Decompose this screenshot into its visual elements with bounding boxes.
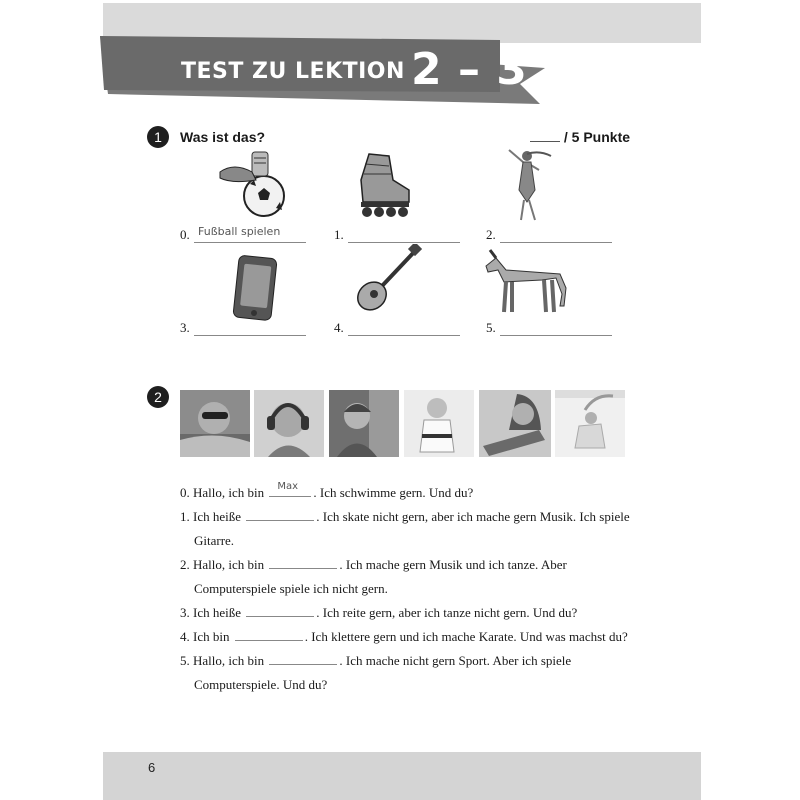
answer-number: 4. <box>334 320 344 335</box>
inline-skate-icon <box>355 150 415 220</box>
sentence-text: . Ich klettere gern und ich mache Karate. Und was machst du? <box>304 629 628 644</box>
points-label: / 5 Punkte <box>563 129 631 145</box>
answer-4[interactable] <box>334 320 344 336</box>
answer-1[interactable] <box>334 227 344 243</box>
answer-line[interactable] <box>348 335 460 336</box>
answer-number: 5. <box>486 320 496 335</box>
sentence-text: . Ich reite gern, aber ich tanze nicht gern. Und du? <box>316 605 578 620</box>
task-2-number: 2 <box>147 386 169 408</box>
answer-line[interactable] <box>500 242 612 243</box>
page-title <box>181 44 527 95</box>
name-blank[interactable] <box>269 558 337 569</box>
title-small: TEST ZU LEKTION <box>181 59 405 84</box>
sentence-1-cont: Gitarre. <box>194 533 235 548</box>
sentence-text: Hallo, ich bin <box>193 485 265 500</box>
answer-line <box>194 242 306 243</box>
answer-number: 1. <box>334 227 344 242</box>
sentence-text: Ich heiße <box>193 509 242 524</box>
answer-number: 2. <box>486 227 496 242</box>
task-1-points <box>530 129 630 145</box>
sentence-0 <box>180 481 474 501</box>
handwritten-answer: Max <box>277 481 299 492</box>
sentence-3 <box>180 605 577 621</box>
soccer-ball-cleat-icon <box>212 150 292 220</box>
sentence-text: . Ich schwimme gern. Und du? <box>313 485 474 500</box>
sentence-text: Ich bin <box>193 629 230 644</box>
task-1-number: 1 <box>147 126 169 148</box>
guitar-icon <box>352 244 422 316</box>
name-blank-filled <box>269 481 311 497</box>
answer-line[interactable] <box>500 335 612 336</box>
answer-line[interactable] <box>348 242 460 243</box>
photo-karate-girl <box>404 390 474 457</box>
sentence-text: . Ich skate nicht gern, aber ich mache gern Musik. Ich spiele <box>316 509 630 524</box>
sentence-number: 4. <box>180 629 190 644</box>
answer-3[interactable] <box>180 320 190 336</box>
photo-girl-guitar <box>479 390 551 457</box>
title-lesson-range: 2 – 3 <box>411 44 528 95</box>
dancing-woman-icon <box>505 146 555 224</box>
example-answer: Fußball spielen <box>198 225 281 238</box>
photo-boy-headphones <box>254 390 324 457</box>
horse-icon <box>482 244 568 316</box>
answer-number: 0. <box>180 227 190 242</box>
photo-climber-helmet <box>329 390 399 457</box>
answer-2[interactable] <box>486 227 496 243</box>
task-1-title: Was ist das? <box>180 129 266 145</box>
sentence-text: Hallo, ich bin <box>193 653 265 668</box>
sentence-number: 1. <box>180 509 190 524</box>
name-blank[interactable] <box>269 654 337 665</box>
sentence-2-cont: Computerspiele spiele ich nicht gern. <box>194 581 388 596</box>
sentence-number: 3. <box>180 605 190 620</box>
photo-swimmer <box>180 390 250 457</box>
smartphone-icon <box>232 255 280 321</box>
sentence-2 <box>180 557 567 573</box>
page-number: 6 <box>148 760 156 775</box>
footer-band <box>103 752 701 800</box>
sentence-5-cont: Computerspiele. Und du? <box>194 677 328 692</box>
sentence-text: . Ich mache gern Musik und ich tanze. Aber <box>339 557 567 572</box>
sentence-text: Hallo, ich bin <box>193 557 265 572</box>
name-blank[interactable] <box>235 630 303 641</box>
sentence-1 <box>180 509 630 525</box>
sentence-number: 5. <box>180 653 190 668</box>
answer-5[interactable] <box>486 320 496 336</box>
name-blank[interactable] <box>246 606 314 617</box>
answer-number: 3. <box>180 320 190 335</box>
sentence-number: 0. <box>180 485 190 500</box>
sentence-4 <box>180 629 628 645</box>
answer-0 <box>180 225 281 243</box>
points-blank[interactable] <box>530 129 560 142</box>
sentence-number: 2. <box>180 557 190 572</box>
sentence-text: . Ich mache nicht gern Sport. Aber ich spiele <box>339 653 572 668</box>
sentence-text: Ich heiße <box>193 605 242 620</box>
photo-dancer <box>555 390 625 457</box>
name-blank[interactable] <box>246 510 314 521</box>
sentence-5 <box>180 653 571 669</box>
answer-line[interactable] <box>194 335 306 336</box>
